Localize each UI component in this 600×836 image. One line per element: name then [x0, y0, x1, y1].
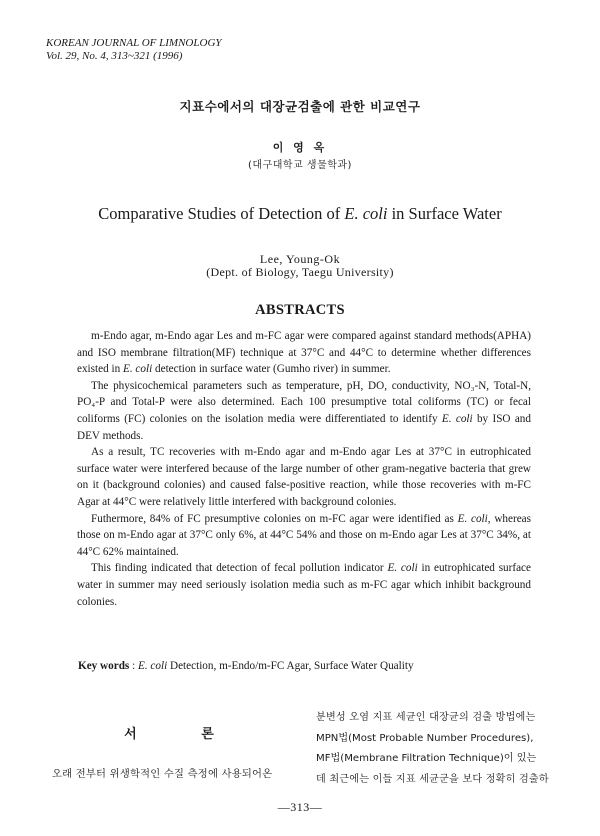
- abstract-p4-italic: E. coli: [457, 512, 488, 525]
- abstract-paragraph: As a result, TC recoveries with m-Endo agar and m-Endo agar Les at 37°C in eutrophicated surface water were interfered because of the large number of other gram-negative bacteria that grew on it (background colonies) and caused false-positive reaction, while those recoveries with m-FC Agar at 44°C were relatively little interfered with background colonies.: [77, 446, 531, 508]
- keywords-italic: E. coli: [137, 660, 168, 672]
- english-title-post: in Surface Water: [387, 204, 502, 223]
- right-column-line: 분변성 오염 지표 세균인 대장균의 검출 방법에는: [316, 712, 536, 723]
- right-column-text: [316, 708, 566, 790]
- abstract-paragraph: [77, 328, 531, 378]
- korean-author: 이 영 옥: [272, 141, 328, 154]
- abstract-p5-italic: E. coli: [387, 562, 418, 575]
- section-heading: 서 론: [124, 727, 244, 742]
- abstract-p1-b: detection in surface water (Gumho river) in summer.: [152, 363, 391, 376]
- abstract-p2-b: by ISO and DEV methods.: [77, 412, 531, 442]
- page-number: —313—: [277, 800, 323, 814]
- abstract-p2-a: The physicochemical parameters such as temperature, pH, DO, conductivity, NO₃-N, Total-N, PO₄-P and Total-P were also determined. Each 100 presumptive total coliforms (TC) or fecal coliforms (FC) colonies on the isolation media were differentiated to identify: [77, 379, 531, 425]
- abstract-p4-a: Futhermore, 84% of FC presumptive colonies on m-FC agar were identified as: [91, 512, 458, 525]
- keywords-label: Key words: [78, 660, 130, 672]
- keywords-sep: :: [129, 660, 138, 672]
- abstract-paragraph: [77, 378, 531, 444]
- english-title: [0, 204, 600, 224]
- abstract-p1-a: m-Endo agar, m-Endo agar Les and m-FC agar were compared against standard methods(APHA) and ISO membrane filtration(MF) technique at 37°C and 44°C to determine whether differences existed in: [77, 330, 531, 376]
- english-title-italic: E. coli: [344, 204, 388, 223]
- keywords-rest: Detection, m-Endo/m-FC Agar, Surface Water Quality: [167, 660, 414, 672]
- abstract-p5-a: This finding indicated that detection of fecal pollution indicator: [91, 562, 388, 575]
- abstract-p1-italic: E. coli: [123, 363, 153, 376]
- abstract-p4-b: , whereas those on m-Endo agar at 37°C only 6%, at 44°C 54% and those on m-Endo agar Les at 37°C 34%, at 44°C 62% maintained.: [77, 512, 531, 558]
- left-column-text: 오래 전부터 위생학적인 수질 측정에 사용되어온: [52, 768, 273, 780]
- english-affiliation: (Dept. of Biology, Taegu University): [206, 265, 394, 279]
- keywords-line: [78, 660, 414, 672]
- english-title-pre: Comparative Studies of Detection of: [98, 204, 345, 223]
- abstract-body: [77, 328, 531, 610]
- abstract-p2-italic: E. coli: [441, 412, 473, 425]
- journal-volume: Vol. 29, No. 4, 313~321 (1996): [46, 50, 183, 62]
- right-column-line: MPN법(Most Probable Number Procedures),: [316, 732, 534, 744]
- abstract-paragraph: [77, 560, 531, 610]
- right-column-line: 데 최근에는 이들 지표 세균군을 보다 정확히 검출하: [316, 773, 549, 785]
- abstract-paragraph: [77, 511, 531, 561]
- korean-affiliation: (대구대학교 생물학과): [248, 160, 352, 171]
- abstract-p5-b: in eutrophicated surface water in summer may need seriously isolation media such as m-FC agar which inhibit background colonies.: [77, 562, 531, 608]
- right-column-line: MF법(Membrane Filtration Technique)이 있는: [316, 753, 537, 764]
- english-author: Lee, Young-Ok: [259, 252, 341, 266]
- journal-name: KOREAN JOURNAL OF LIMNOLOGY: [46, 37, 222, 49]
- abstract-heading: ABSTRACTS: [255, 302, 345, 318]
- korean-title: 지표수에서의 대장균검출에 관한 비교연구: [179, 99, 421, 114]
